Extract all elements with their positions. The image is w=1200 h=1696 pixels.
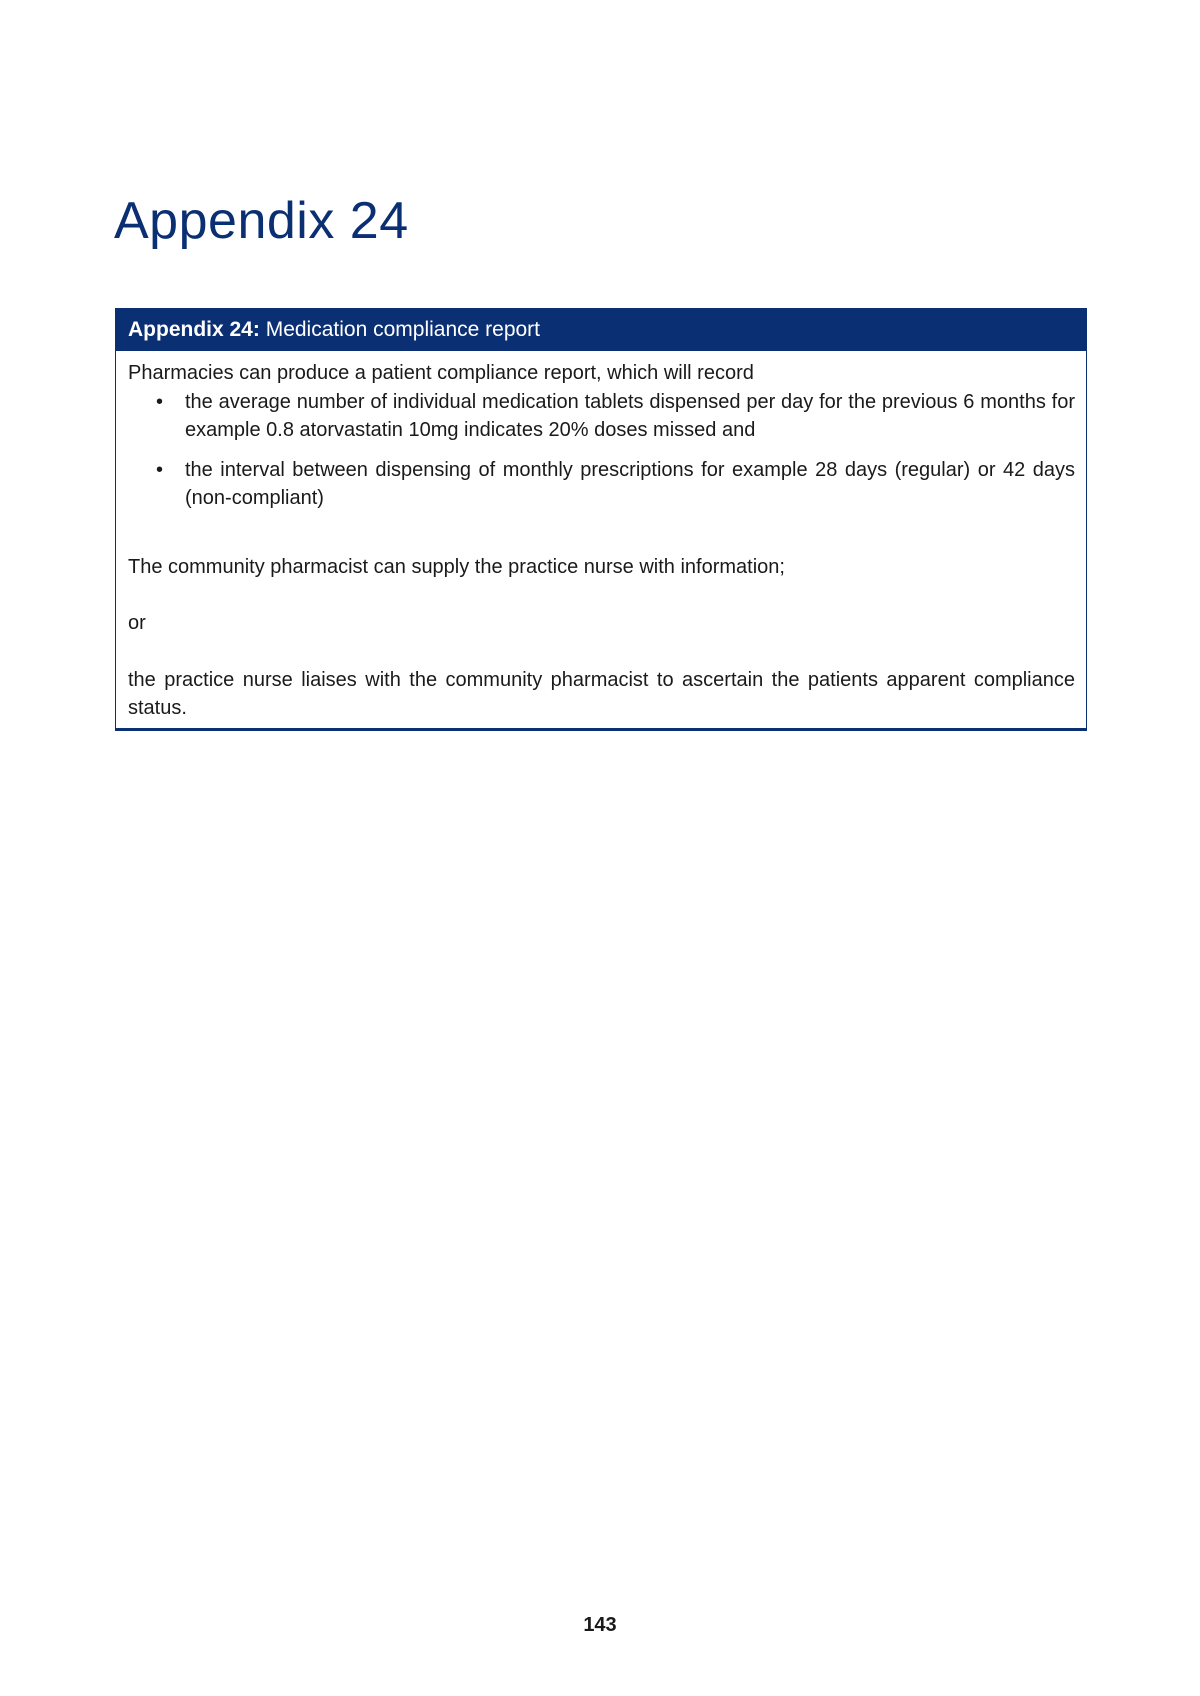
page-title: Appendix 24 <box>114 192 409 250</box>
paragraph: The community pharmacist can supply the practice nurse with information; <box>128 555 785 578</box>
bullet-icon: • <box>156 390 164 413</box>
paragraph: or <box>128 612 146 634</box>
list-item-text: the average number of individual medication tablets dispensed per day for the previous 6 months for example 0.8 atorvastatin 10mg indicates 20% doses missed and <box>185 390 1075 441</box>
list-item <box>128 456 1075 513</box>
list-item-text: the interval between dispensing of monthly prescriptions for example 28 days (regular) or 42 days (non-compliant) <box>185 458 1075 509</box>
box-body <box>116 351 1086 723</box>
intro-text: Pharmacies can produce a patient compliance report, which will record <box>128 362 754 384</box>
list-item <box>128 388 1075 445</box>
box-header-label: Appendix 24: <box>128 318 260 341</box>
box-header-text: Medication compliance report <box>265 318 541 341</box>
bullet-list <box>128 388 1075 513</box>
appendix-box <box>115 308 1087 731</box>
paragraph: the practice nurse liaises with the community pharmacist to ascertain the patients apparent compliance status. <box>128 668 1075 719</box>
page-number: 143 <box>583 1614 617 1636</box>
box-header <box>116 309 1086 351</box>
bullet-icon: • <box>156 458 164 481</box>
